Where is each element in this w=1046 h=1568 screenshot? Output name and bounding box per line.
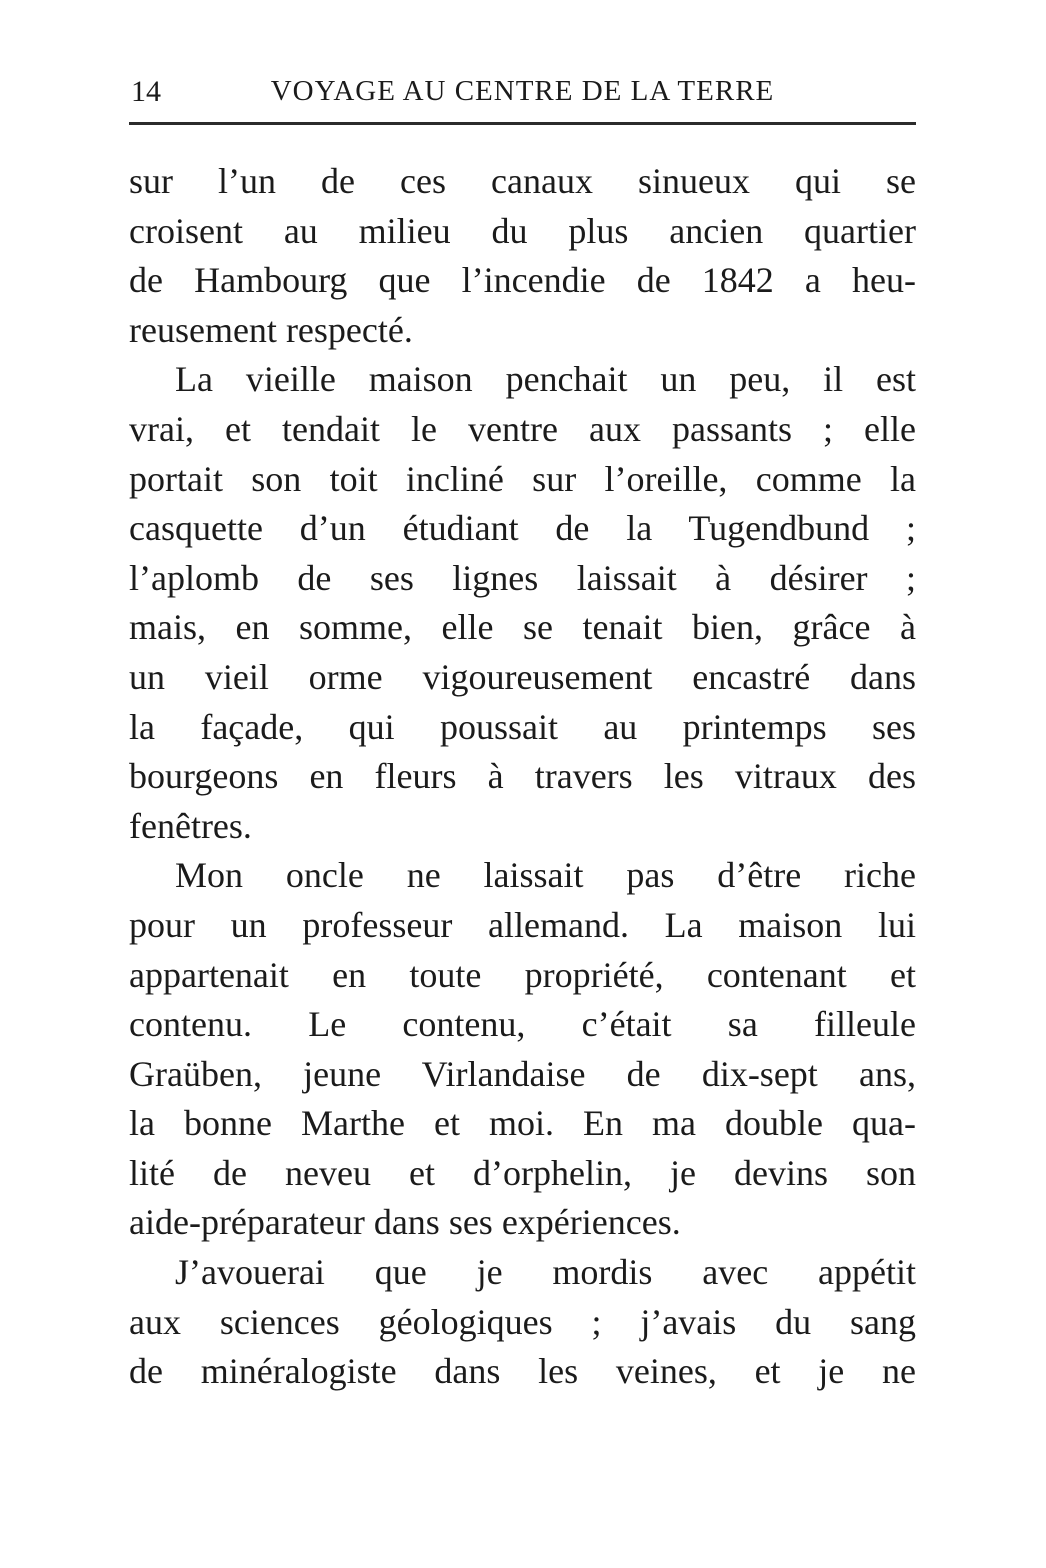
text-line: appartenait en toute propriété, contenant et bbox=[129, 954, 916, 995]
running-title: VOYAGE AU CENTRE DE LA TERRE bbox=[270, 75, 775, 107]
text-line: vrai, et tendait le ventre aux passants ; elle bbox=[129, 408, 916, 449]
text-line: pour un professeur allemand. La maison lui bbox=[129, 904, 916, 945]
text-line: sur l’un de ces canaux sinueux qui se bbox=[129, 161, 916, 201]
text-line: reusement respecté. bbox=[129, 309, 413, 350]
page-header bbox=[129, 74, 916, 110]
header-rule bbox=[129, 122, 916, 125]
text-line: fenêtres. bbox=[129, 805, 252, 846]
text-line: de Hambourg que l’incendie de 1842 a heu- bbox=[129, 260, 916, 301]
text-line: lité de neveu et d’orphelin, je devins son bbox=[129, 1152, 916, 1193]
text-line: un vieil orme vigoureusement encastré dans bbox=[129, 656, 916, 697]
text-line: portait son toit incliné sur l’oreille, comme la bbox=[129, 458, 916, 499]
page-number: 14 bbox=[131, 75, 161, 108]
text-line: aide-préparateur dans ses expériences. bbox=[129, 1202, 681, 1243]
text-line: mais, en somme, elle se tenait bien, grâce à bbox=[129, 607, 916, 648]
text-line: de minéralogiste dans les veines, et je ne bbox=[129, 1351, 916, 1392]
text-line: J’avouerai que je mordis avec appétit bbox=[175, 1252, 916, 1293]
page-body bbox=[129, 157, 916, 1397]
text-line: La vieille maison penchait un peu, il est bbox=[175, 359, 916, 400]
text-line: aux sciences géologiques ; j’avais du sang bbox=[129, 1301, 916, 1342]
text-line: la façade, qui poussait au printemps ses bbox=[129, 706, 916, 747]
text-line: croisent au milieu du plus ancien quartier bbox=[129, 210, 916, 251]
text-line: Graüben, jeune Virlandaise de dix-sept ans, bbox=[129, 1053, 916, 1094]
text-line: bourgeons en fleurs à travers les vitraux des bbox=[129, 756, 916, 797]
text-line: Mon oncle ne laissait pas d’être riche bbox=[175, 855, 916, 896]
text-line: contenu. Le contenu, c’était sa filleule bbox=[129, 1004, 916, 1045]
text-line: la bonne Marthe et moi. En ma double qua- bbox=[129, 1103, 916, 1144]
text-line: casquette d’un étudiant de la Tugendbund ; bbox=[129, 508, 916, 549]
text-line: l’aplomb de ses lignes laissait à désirer ; bbox=[129, 557, 916, 598]
